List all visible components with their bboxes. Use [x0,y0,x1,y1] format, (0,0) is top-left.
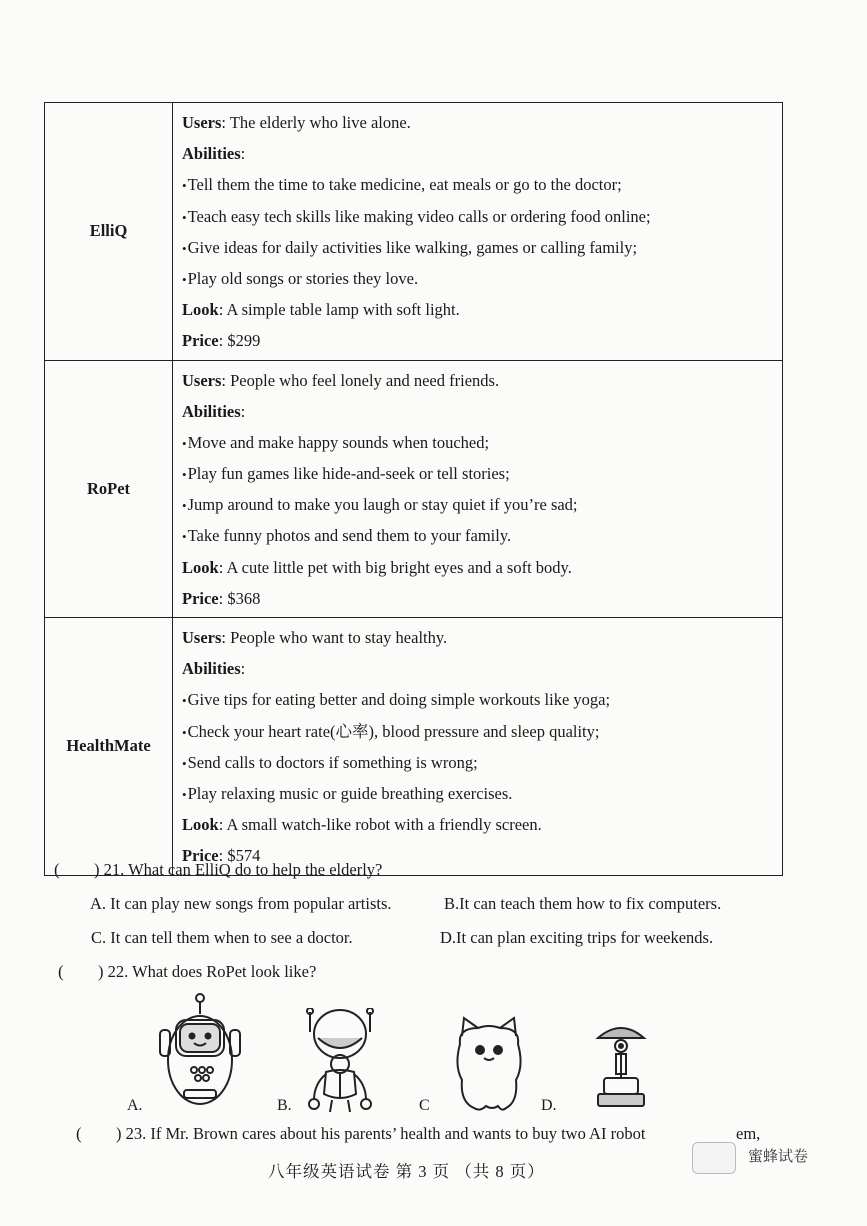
robot-details [173,103,783,361]
robot-comparison-table [44,102,783,876]
users-line [182,365,782,396]
ability-item [182,427,782,458]
robot-name: HealthMate [45,618,173,876]
ability-text: Take funny photos and send them to your family. [187,526,512,546]
abilities-heading-line [182,138,782,169]
q22-question: ) 22. What does RoPet look like? [98,962,317,981]
ability-item [182,201,782,232]
q22-label-c: C [419,1097,430,1114]
robot-name: ElliQ [45,103,173,361]
look-line [182,294,782,325]
price-label: Price [182,331,219,351]
q23-answer-paren[interactable]: ( [76,1124,82,1143]
q22-label-d: D. [541,1097,557,1114]
ability-item [182,520,782,551]
robot-picture-b[interactable] [300,1008,382,1114]
robot-picture-c[interactable] [452,1014,526,1114]
page-footer: 八年级英语试卷 第 3 页 （共 8 页） [268,1162,545,1181]
ability-text: Tell them the time to take medicine, eat meals or go to the doctor; [187,175,622,195]
ability-text: Send calls to doctors if something is wrong; [187,752,478,772]
q22-answer-paren[interactable]: ( [58,962,64,981]
price-label: Price [182,846,219,866]
users-line [182,107,782,138]
look-text: : A cute little pet with big bright eyes and a soft body. [218,557,572,577]
ability-item [182,263,782,294]
q21-question: ) 21. What can ElliQ do to help the elderly? [94,860,383,879]
q21-option-a: A. It can play new songs from popular artists. [90,894,392,913]
price-text: : $368 [218,588,261,608]
robot-row [45,618,783,876]
ability-item [182,684,782,715]
ability-text: Move and make happy sounds when touched; [187,432,490,452]
robot-row [45,103,783,361]
ability-text: Check your heart rate(心率), blood pressure and sleep quality; [187,721,600,741]
abilities-heading-text: : [240,144,246,164]
price-line [182,583,782,614]
ability-text: Give tips for eating better and doing simple workouts like yoga; [187,690,611,710]
q21-answer-paren[interactable]: ( [54,860,60,879]
q22-label-a: A. [127,1097,143,1114]
ability-text: Jump around to make you laugh or stay quiet if you’re sad; [187,495,578,515]
ability-text: Play fun games like hide-and-seek or tell stories; [187,464,510,484]
price-label: Price [182,588,219,608]
robot-row [45,360,783,618]
robot-picture-a[interactable] [158,990,244,1112]
ability-item [182,747,782,778]
users-label: Users [182,370,222,390]
watermark-logo-icon [692,1142,736,1174]
robot-name: RoPet [45,360,173,618]
q23-question-tail: em, [736,1124,761,1143]
ability-text: Teach easy tech skills like making video calls or ordering food online; [187,206,651,226]
users-label: Users [182,113,222,132]
abilities-heading-label: Abilities [182,401,241,421]
q23-question: ) 23. If Mr. Brown cares about his parents’ health and wants to buy two AI robot [116,1124,646,1143]
users-text: : The elderly who live alone. [221,113,411,132]
watermark [692,1140,832,1174]
robot-details [173,360,783,618]
q21-option-b: B.It can teach them how to fix computers. [444,894,722,913]
q21-option-c: C. It can tell them when to see a doctor. [91,928,353,947]
abilities-heading-label: Abilities [182,659,241,679]
look-label: Look [182,300,219,320]
ability-item [182,778,782,809]
abilities-heading-line [182,396,782,427]
ability-text: Play old songs or stories they love. [187,268,419,288]
look-label: Look [182,815,219,835]
look-line [182,552,782,583]
watermark-text: 蜜蜂试卷 [748,1147,809,1165]
abilities-heading-text: : [240,659,246,679]
look-line [182,809,782,840]
abilities-heading-label: Abilities [182,144,241,164]
ability-item [182,716,782,747]
robot-details [173,618,783,876]
price-text: : $574 [218,846,261,866]
look-text: : A simple table lamp with soft light. [218,300,460,320]
q21-option-d: D.It can plan exciting trips for weekends. [440,928,714,947]
price-line [182,325,782,356]
ability-item [182,232,782,263]
ability-item [182,489,782,520]
price-text: : $299 [218,331,261,351]
look-text: : A small watch-like robot with a friendly screen. [218,815,542,835]
users-text: : People who feel lonely and need friends. [221,370,500,390]
q22-label-b: B. [277,1097,292,1114]
ability-text: Play relaxing music or guide breathing exercises. [187,783,513,803]
robot-picture-d[interactable] [590,1016,652,1112]
ability-item [182,458,782,489]
abilities-heading-text: : [240,401,246,421]
look-label: Look [182,557,219,577]
users-text: : People who want to stay healthy. [221,628,448,647]
ability-text: Give ideas for daily activities like walking, games or calling family; [187,237,638,257]
ability-item [182,169,782,200]
users-label: Users [182,628,222,647]
users-line [182,622,782,653]
abilities-heading-line [182,653,782,684]
